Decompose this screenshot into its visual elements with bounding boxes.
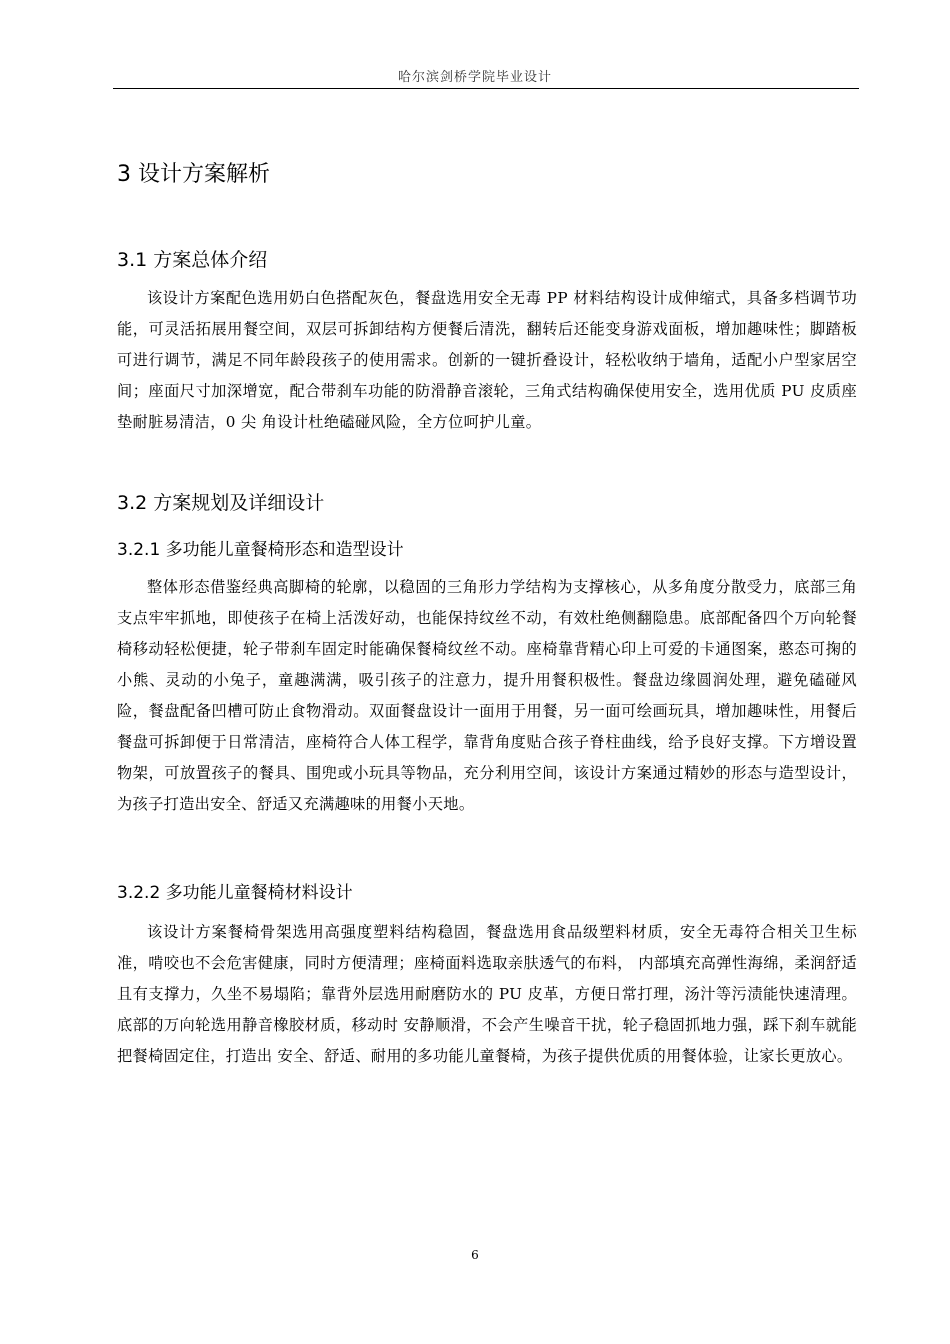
section-3-2-1-body: 整体形态借鉴经典高脚椅的轮廓，以稳固的三角形力学结构为支撑核心，从多角度分散受力，底部三角支点牢牢抓地，即使孩子在椅上活泼好动，也能保持纹丝不动，有效杜绝侧翻隐患。底部配备四个万向轮餐椅移动轻松便捷，轮子带刹车固定时能确保餐椅纹丝不动。座椅靠背精心印上可爱的卡通图案，憨态可掬的小熊、灵动的小兔子，童趣满满，吸引孩子的注意力，提升用餐积极性。餐盘边缘圆润处理，避免磕碰风险，餐盘配备凹槽可防止食物滑动。双面餐盘设计一面用于用餐，另一面可绘画玩具，增加趣味性，用餐后餐盘可拆卸便于日常清洁，座椅符合人体工程学，靠背角度贴合孩子脊柱曲线，给予良好支撑。下方增设置物架，可放置孩子的餐具、围兜或小玩具等物品，充分利用空间，该设计方案通过精妙的形态与造型设计，为孩子打造出安全、舒适又充满趣味的用餐小天地。 — [117, 578, 857, 813]
running-header: 哈尔滨剑桥学院毕业设计 — [397, 70, 552, 85]
chapter-title: 3 设计方案解析 — [117, 162, 270, 187]
section-3-2-title: 3.2 方案规划及详细设计 — [117, 492, 325, 514]
section-3-2-1-title: 3.2.1 多功能儿童餐椅形态和造型设计 — [117, 540, 404, 560]
section-3-2-2-body: 该设计方案餐椅骨架选用高强度塑料结构稳固，餐盘选用食品级塑料材质，安全无毒符合相关卫生标准，啃咬也不会危害健康，同时方便清理；座椅面料选取亲肤透气的布料， 内部填充高弹性海绵，柔润舒适且有支撑力，久坐不易塌陷；靠背外层选用耐磨防水的 PU 皮革，方便日常打理，汤汁等污渍能快速清理。底部的万向轮选用静音橡胶材质，移动时 安静顺滑，不会产生噪音干扰，轮子稳固抓地力强，踩下刹车就能把餐椅固定住，打造出 安全、舒适、耐用的多功能儿童餐椅，为孩子提供优质的用餐体验，让家长更放心。 — [117, 923, 857, 1065]
section-3-1-body: 该设计方案配色选用奶白色搭配灰色，餐盘选用安全无毒 PP 材料结构设计成伸缩式，具备多档调节功能，可灵活拓展用餐空间，双层可拆卸结构方便餐后清洗，翻转后还能变身游戏面板，增加趣味性；脚踏板可进行调节，满足不同年龄段孩子的使用需求。创新的一键折叠设计，轻松收纳于墙角，适配小户型家居空间；座面尺寸加深增宽，配合带刹车功能的防滑静音滚轮，三角式结构确保使用安全，选用优质 PU 皮质座垫耐脏易清洁，0 尖 角设计杜绝磕碰风险，全方位呵护儿童。 — [117, 289, 857, 431]
section-3-2-2-title: 3.2.2 多功能儿童餐椅材料设计 — [117, 883, 353, 903]
header-divider — [113, 88, 859, 89]
section-3-1-title: 3.1 方案总体介绍 — [117, 249, 268, 271]
page-number: 6 — [471, 1248, 479, 1262]
